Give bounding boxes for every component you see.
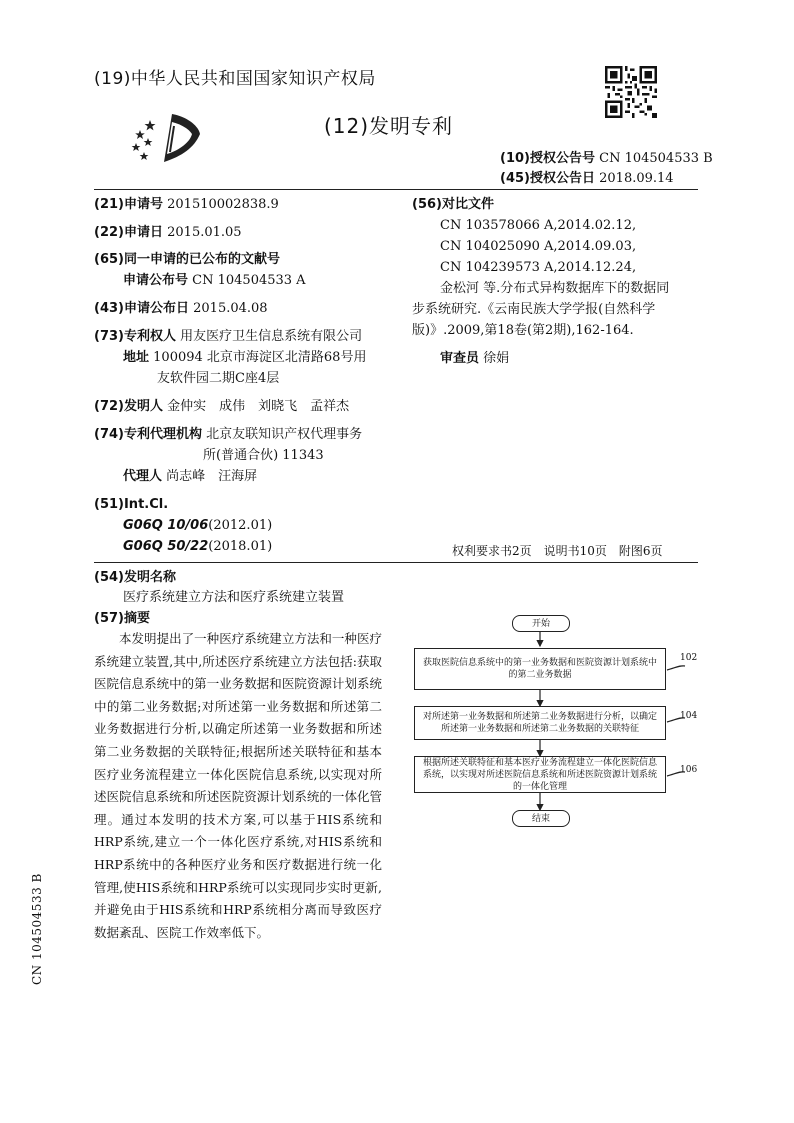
- address-line1: 100094 北京市海淀区北清路68号用: [153, 350, 367, 365]
- app-date: 2015.01.05: [167, 225, 242, 240]
- page-counts: 权利要求书2页 说明书10页 附图6页: [452, 544, 663, 558]
- citations-label: (56)对比文件: [412, 197, 494, 212]
- address-row: [123, 349, 366, 366]
- citation-3: CN 104239573 A,2014.12.24,: [440, 260, 637, 275]
- header-divider: [94, 189, 698, 190]
- inventors-label: (72)发明人: [94, 399, 163, 414]
- intcl-row-2: [123, 538, 272, 555]
- nonpatent-citation-line2: 步系统研究.《云南民族大学学报(自然科学: [412, 302, 656, 317]
- agent-label: 代理人: [123, 469, 163, 484]
- flowchart-end: 结束: [512, 810, 570, 827]
- pub-date-row: [94, 300, 268, 317]
- side-doc-number: CN 104504533 B: [30, 873, 44, 985]
- examiner: 徐娟: [483, 351, 510, 366]
- abstract-label: (57)摘要: [94, 611, 150, 626]
- flowchart-ref-104: 104: [680, 711, 698, 721]
- intcl-label: (51)Int.Cl.: [94, 497, 169, 512]
- grant-pub-no-label: (10)授权公告号: [500, 151, 595, 166]
- pub-no-label: 申请公布号: [123, 273, 189, 288]
- patentee: 用友医疗卫生信息系统有限公司: [180, 329, 363, 344]
- pub-no-row: [123, 272, 306, 289]
- flowchart-step-104: 对所述第一业务数据和所述第二业务数据进行分析，以确定所述第一业务数据和所述第二业务数据的关联特征: [414, 706, 666, 740]
- office-name: (19)中华人民共和国国家知识产权局: [94, 69, 376, 89]
- examiner-row: [440, 350, 509, 367]
- flowchart-ref-102: 102: [680, 653, 698, 663]
- app-date-row: [94, 224, 242, 241]
- title-label: (54)发明名称: [94, 570, 176, 585]
- grant-date: 2018.09.14: [599, 171, 674, 186]
- prior-pub-label: (65)同一申请的已公布的文献号: [94, 252, 280, 267]
- agency-line2: 所(普通合伙) 11343: [203, 448, 324, 463]
- qr-code-icon: [605, 66, 657, 118]
- abstract-text: 本发明提出了一种医疗系统建立方法和一种医疗系统建立装置,其中,所述医疗系统建立方法包括:获取医院信息系统中的第一业务数据和医院资源计划系统中的第二业务数据;对所述第一业务数据和所述第二业务数据进行分析,以确定所述第一业务数据和所述第二业务数据的关联特征;根据所述关联特征和基本医疗业务流程建立一体化医院信息系统,以实现对所述医院信息系统和所述医院资源计划系统的一体化管理。通过本发明的技术方案,可以基于HIS系统和HRP系统,建立一个一体化医疗系统,对HIS系统和HRP系统中的各种医疗业务和医疗数据进行统一化管理,使HIS系统和HRP系统可以实现同步实时更新,并避免由于HIS系统和HRP系统相分离而导致医疗数据紊乱、医院工作效率低下。: [94, 631, 382, 940]
- flowchart-step-106: 根据所述关联特征和基本医疗业务流程建立一体化医院信息系统，以实现对所述医院信息系统和所述医院资源计划系统的一体化管理: [414, 756, 666, 793]
- nonpatent-citation-line3: 版)》.2009,第18卷(第2期),162-164.: [412, 323, 634, 338]
- flowchart-step-102: 获取医院信息系统中的第一业务数据和医院资源计划系统中的第二业务数据: [414, 648, 666, 690]
- invention-title: 医疗系统建立方法和医疗系统建立装置: [123, 590, 345, 605]
- pub-date-label: (43)申请公布日: [94, 301, 189, 316]
- citation-2: CN 104025090 A,2014.09.03,: [440, 239, 637, 254]
- intcl-row-1: [123, 517, 272, 534]
- agency-line1: 北京友联知识产权代理事务: [206, 427, 363, 442]
- patentee-row: [94, 328, 362, 345]
- inventors-row: [94, 398, 349, 415]
- app-no: 201510002838.9: [167, 197, 279, 212]
- cnipa-logo-icon: [128, 108, 208, 168]
- intcl-1-version: (2012.01): [208, 518, 273, 533]
- inventors: 金仲实 成伟 刘晓飞 孟祥杰: [167, 399, 350, 414]
- flowchart-ref-106: 106: [680, 765, 698, 775]
- intcl-2-code: G06Q 50/22: [123, 539, 209, 554]
- grant-date-row: [500, 170, 674, 187]
- address-label: 地址: [123, 350, 150, 365]
- patentee-label: (73)专利权人: [94, 329, 176, 344]
- examiner-label: 审查员: [440, 351, 480, 366]
- pub-date: 2015.04.08: [193, 301, 268, 316]
- agency-label: (74)专利代理机构: [94, 427, 202, 442]
- pub-no: CN 104504533 A: [192, 273, 306, 288]
- app-no-row: [94, 196, 279, 213]
- grant-pub-no: CN 104504533 B: [599, 151, 713, 166]
- citation-1: CN 103578066 A,2014.02.12,: [440, 218, 637, 233]
- intcl-2-version: (2018.01): [208, 539, 273, 554]
- flowchart-start: 开始: [512, 615, 570, 632]
- grant-pub-no-row: [500, 150, 713, 167]
- agents: 尚志峰 汪海屏: [166, 469, 258, 484]
- document-type: (12)发明专利: [324, 114, 454, 138]
- app-no-label: (21)申请号: [94, 197, 163, 212]
- agent-row: [123, 468, 257, 485]
- nonpatent-citation-line1: 金松河 等.分布式异构数据库下的数据同: [440, 281, 670, 296]
- app-date-label: (22)申请日: [94, 225, 163, 240]
- grant-date-label: (45)授权公告日: [500, 171, 595, 186]
- address-line2: 友软件园二期C座4层: [157, 371, 280, 386]
- intcl-1-code: G06Q 10/06: [123, 518, 209, 533]
- biblio-divider: [94, 562, 698, 563]
- agency-row: [94, 426, 362, 443]
